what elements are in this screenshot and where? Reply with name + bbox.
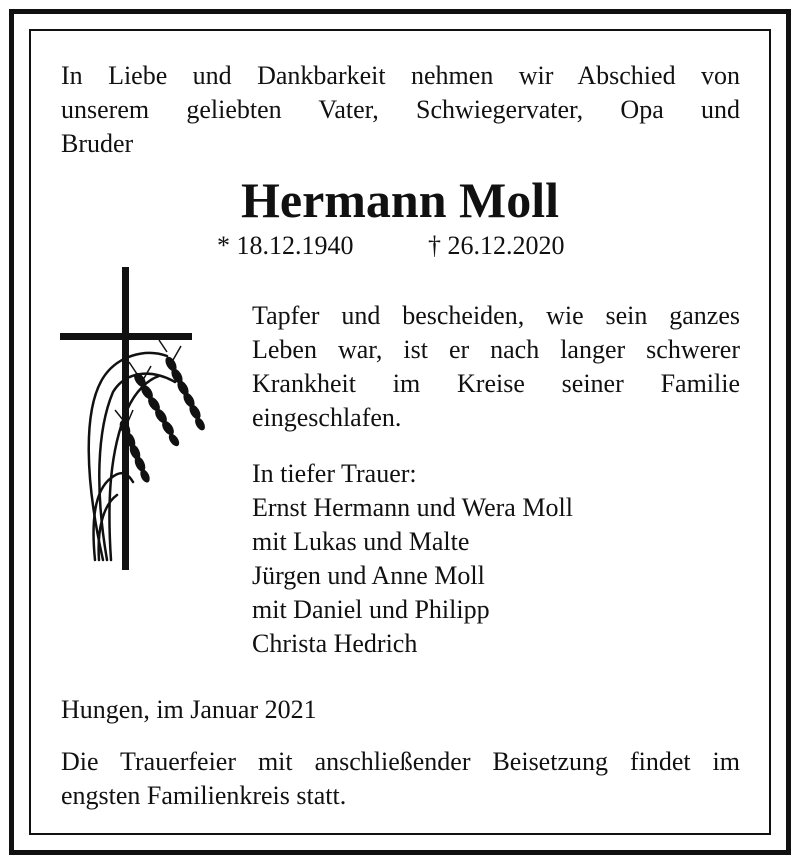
ceremony-line-1: Die Trauerfeier mit anschließender Beisetzung findet im [61, 747, 740, 776]
tribute-line-3: Krankheit im Kreise seiner Familie [252, 369, 740, 398]
birth-date: * 18.12.1940 [217, 231, 354, 260]
mourner-name: Jürgen und Anne Moll [252, 561, 485, 590]
death-date: † 26.12.2020 [428, 231, 565, 260]
place-date: Hungen, im Januar 2021 [61, 695, 317, 724]
cross-with-wheat-icon [55, 260, 215, 570]
mourner-name: mit Daniel und Philipp [252, 595, 490, 624]
tribute-line-2: Leben war, ist er nach langer schwerer [252, 335, 740, 364]
ceremony-line-2: engsten Familienkreis statt. [61, 781, 347, 810]
mourner-name: mit Lukas und Malte [252, 527, 470, 556]
intro-line-2: unserem geliebten Vater, Schwiegervater, Opa und [61, 95, 740, 124]
mourner-name: Ernst Hermann und Wera Moll [252, 493, 573, 522]
intro-line-1: In Liebe und Dankbarkeit nehmen wir Abschied von [61, 61, 740, 90]
intro-line-3: Bruder [61, 129, 134, 158]
tribute-line-4: eingeschlafen. [252, 403, 402, 432]
mourner-name: Christa Hedrich [252, 629, 418, 658]
deceased-name: Hermann Moll [240, 172, 560, 228]
mourners-heading: In tiefer Trauer: [252, 459, 417, 488]
tribute-line-1: Tapfer und bescheiden, wie sein ganzes [252, 301, 740, 330]
